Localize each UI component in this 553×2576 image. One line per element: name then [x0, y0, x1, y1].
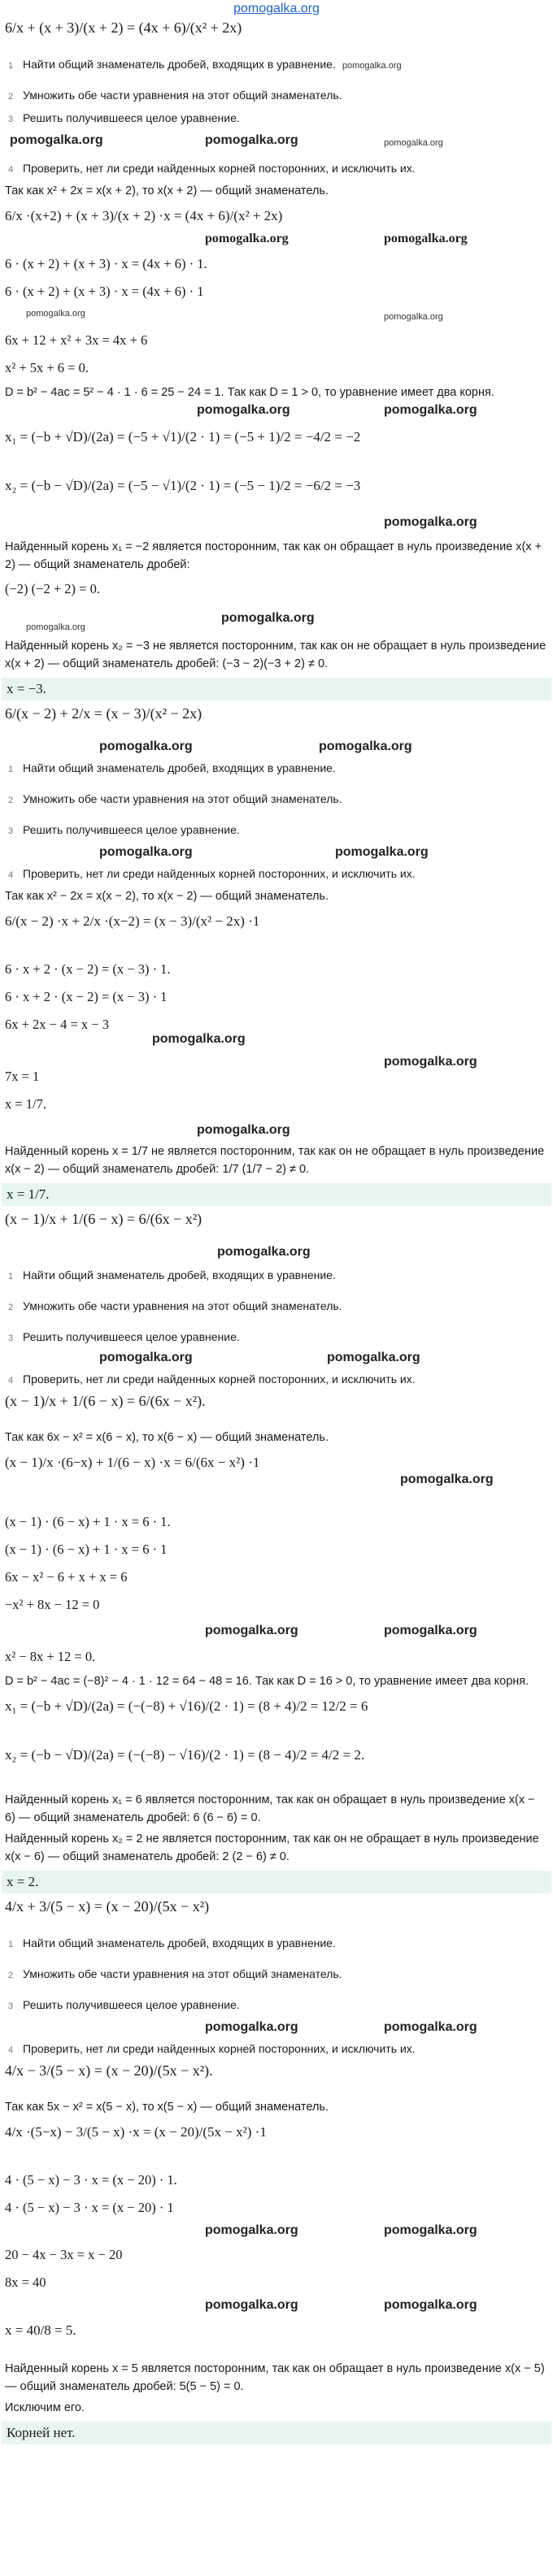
math-line: (x − 1) · (6 − x) + 1 · x = 6 · 1.: [5, 1514, 171, 1529]
math-line: x = 1/7.: [5, 1096, 47, 1112]
watermark: pomogalka.org: [197, 403, 290, 417]
multiplied-equation: 4/x ·(5−x) − 3/(5 − x) ·x = (x − 20)/(5x − x²) ·1: [5, 2124, 267, 2140]
watermark: pomogalka.org: [384, 2223, 477, 2237]
math-line: 6x − x² − 6 + x + x = 6: [5, 1569, 128, 1585]
watermark: pomogalka.org: [26, 309, 85, 319]
root-x1: x₁ = (−b + √D)/(2a) = (−(−8) + √16)/(2 · 1) = (8 + 4)/2 = 12/2 = 6: [5, 1698, 368, 1714]
step-number: 3: [8, 2001, 14, 2011]
step-text: Решить получившееся целое уравнение.: [23, 823, 240, 836]
step-number: 1: [8, 1272, 14, 1281]
watermark-row: [2, 1118, 551, 1141]
step-4: [2, 863, 551, 886]
root-check-2: Найденный корень x₂ = 2 не является посторонним, так как он не обращает в нуль произведение x(x − 6) — общий знаменатель дробей: 2 (2 − 6) ≠ 0.: [5, 1832, 539, 1863]
answer-box: x = −3.: [2, 678, 551, 700]
answer-box: Корней нет.: [2, 2422, 551, 2444]
watermark-row: [2, 1472, 551, 1508]
watermark-row: [2, 1032, 551, 1069]
step-2: [2, 1287, 551, 1318]
watermark: pomogalka.org: [319, 739, 412, 753]
common-denominator-text: Так как x² + 2x = x(x + 2), то x(x + 2) — общий знаменатель.: [5, 184, 329, 197]
watermark: pomogalka.org: [384, 312, 443, 322]
step-number: 4: [8, 1376, 14, 1386]
watermark-row: [2, 130, 551, 158]
answer-box: x = 1/7.: [2, 1183, 551, 1206]
problem-1-equation: 6/x + (x + 3)/(x + 2) = (4x + 6)/(x² + 2x): [5, 20, 242, 36]
step-text: Проверить, нет ли среди найденных корней посторонних, и исключить их.: [23, 867, 416, 880]
common-denominator-text: Так как 5x − x² = x(5 − x), то x(5 − x) — общий знаменатель.: [5, 2101, 329, 2114]
watermark: pomogalka.org: [205, 1624, 298, 1637]
step-4: [2, 2038, 551, 2061]
watermark-row: [2, 1349, 551, 1368]
step-number: 1: [8, 1940, 14, 1949]
common-denominator-text: Так как 6x − x² = x(6 − x), то x(6 − x) — общий знаменатель.: [5, 1431, 329, 1444]
watermark-row: [2, 2017, 551, 2038]
math-line: 6x + 12 + x² + 3x = 4x + 6: [5, 332, 148, 348]
step-text: Проверить, нет ли среди найденных корней посторонних, и исключить их.: [23, 162, 416, 175]
watermark: pomogalka.org: [384, 1055, 477, 1069]
step-text: Проверить, нет ли среди найденных корней посторонних, и исключить их.: [23, 1373, 416, 1386]
multiplied-equation: 6/(x − 2) ·x + 2/x ·(x−2) = (x − 3)/(x² − 2x) ·1: [5, 913, 260, 929]
watermark-row: [2, 1619, 551, 1643]
multiplied-equation: [2, 202, 551, 250]
step-number: 3: [8, 826, 14, 836]
watermark-row: [2, 842, 551, 863]
math-line: 4 · (5 − x) − 3 · x = (x − 20) · 1.: [5, 2172, 177, 2188]
step-text: Найти общий знаменатель дробей, входящих в уравнение.: [23, 1936, 336, 1949]
watermark: pomogalka.org: [221, 611, 315, 625]
step-number: 2: [8, 92, 14, 102]
math-line: x² + 5x + 6 = 0.: [5, 360, 89, 375]
step-text: Умножить обе части уравнения на этот общий знаменатель.: [23, 89, 342, 102]
multiplied-equation: (x − 1)/x ·(6−x) + 1/(6 − x) ·x = 6/(6x − x²) ·1: [5, 1455, 260, 1470]
step-text: Проверить, нет ли среди найденных корней посторонних, и исключить их.: [23, 2042, 416, 2055]
math-line: 4 · (5 − x) − 3 · x = (x − 20) · 1: [5, 2200, 174, 2215]
watermark: pomogalka.org: [197, 1123, 290, 1137]
step-text: Найти общий знаменатель дробей, входящих в уравнение.: [23, 761, 336, 774]
root-check: Найденный корень x = 5 является посторонним, так как он обращает в нуль произведение x(x − 5) — общий знаменатель дробей: 5(5 − 5) = 0.: [5, 2362, 545, 2393]
step-number: 4: [8, 165, 14, 175]
watermark: pomogalka.org: [152, 1032, 246, 1046]
watermark: pomogalka.org: [400, 1472, 494, 1486]
watermark: pomogalka.org: [384, 138, 443, 148]
watermark: pomogalka.org: [205, 133, 298, 147]
math-line: (x − 1) · (6 − x) + 1 · x = 6 · 1: [5, 1542, 168, 1557]
math-line: 6 · x + 2 · (x − 2) = (x − 3) · 1: [5, 989, 168, 1004]
watermark: pomogalka.org: [342, 61, 402, 71]
watermark: pomogalka.org: [205, 232, 289, 245]
site-title-link[interactable]: pomogalka.org: [233, 2, 320, 15]
math-line: 6 · (x + 2) + (x + 3) · x = (4x + 6) · 1.: [5, 256, 207, 271]
step-1: [2, 1264, 551, 1287]
step-2: [2, 1955, 551, 1986]
watermark: pomogalka.org: [217, 1245, 311, 1259]
watermark: pomogalka.org: [335, 845, 429, 859]
watermark-row: [2, 306, 551, 327]
root-x1: x₁ = (−b + √D)/(2a) = (−5 + √1)/(2 · 1) = (−5 + 1)/2 = −4/2 = −2: [5, 429, 361, 445]
watermark-row: [2, 603, 551, 635]
watermark: pomogalka.org: [384, 1624, 477, 1637]
equation-restated: (x − 1)/x + 1/(6 − x) = 6/(6x − x²).: [5, 1393, 206, 1409]
step-text: Решить получившееся целое уравнение.: [23, 111, 240, 124]
math-line: 6x + 2x − 4 = x − 3: [5, 1017, 109, 1032]
math-line: x = 40/8 = 5.: [5, 2322, 76, 2338]
math-line: x² − 8x + 12 = 0.: [5, 1649, 96, 1664]
math-line: 7x = 1: [5, 1069, 40, 1084]
root-check-2: Найденный корень x₂ = −3 не является посторонним, так как он не обращает в нуль произведение x(x + 2) — общий знаменатель дробей: (−3 − 2)(−3 + 2) ≠ 0.: [5, 640, 546, 670]
step-text: Найти общий знаменатель дробей, входящих в уравнение.: [23, 58, 336, 71]
discriminant-text: D = b² − 4ac = 5² − 4 · 1 · 6 = 25 − 24 = 1. Так как D = 1 > 0, то уравнение имеет два корня.: [5, 386, 494, 399]
exclude-text: Исключим его.: [5, 2401, 85, 2414]
problem-2-equation: 6/(x − 2) + 2/x = (x − 3)/(x² − 2x): [5, 705, 202, 722]
watermark: pomogalka.org: [205, 2020, 298, 2034]
watermark: pomogalka.org: [99, 1351, 193, 1364]
step-text: Решить получившееся целое уравнение.: [23, 1998, 240, 2011]
equation-restated: 4/x − 3/(5 − x) = (x − 20)/(5x − x²).: [5, 2062, 213, 2079]
step-3: [2, 107, 551, 130]
watermark: pomogalka.org: [384, 2298, 477, 2312]
math-line: (−2) (−2 + 2) = 0.: [5, 581, 100, 596]
root-check: Найденный корень x = 1/7 не является посторонним, так как он не обращает в нуль произведение x(x − 2) — общий знаменатель дробей: 1/7 (1/7 − 2) ≠ 0.: [5, 1145, 545, 1176]
step-2: [2, 780, 551, 811]
step-text: Найти общий знаменатель дробей, входящих в уравнение.: [23, 1268, 336, 1281]
watermark: pomogalka.org: [99, 739, 193, 753]
answer-box: x = 2.: [2, 1871, 551, 1893]
step-text: Умножить обе части уравнения на этот общий знаменатель.: [23, 792, 342, 805]
math-line: 6 · (x + 2) + (x + 3) · x = (4x + 6) · 1: [5, 284, 204, 299]
problem-1: [2, 18, 551, 700]
step-3: [2, 1318, 551, 1349]
watermark-row: [2, 2222, 551, 2241]
root-x2: x₂ = (−b − √D)/(2a) = (−(−8) − √16)/(2 · 1) = (8 − 4)/2 = 4/2 = 2.: [5, 1747, 365, 1763]
problem-4-equation: 4/x + 3/(5 − x) = (x − 20)/(5x − x²): [5, 1898, 210, 1915]
watermark-row: [2, 739, 551, 757]
problem-2: [2, 704, 551, 1206]
problem-3: [2, 1209, 551, 1893]
watermark: pomogalka.org: [384, 232, 468, 245]
watermark: pomogalka.org: [26, 622, 85, 632]
step-text: Решить получившееся целое уравнение.: [23, 1330, 240, 1343]
discriminant-text: D = b² − 4ac = (−8)² − 4 · 1 · 12 = 64 − 48 = 16. Так как D = 16 > 0, то уравнение имеет два корня.: [5, 1675, 529, 1688]
equation-text: 6/x ·(x+2) + (x + 3)/(x + 2) ·x = (4x + 6)/(x² + 2x): [5, 208, 283, 223]
step-number: 1: [8, 765, 14, 774]
common-denominator-text: Так как x² − 2x = x(x − 2), то x(x − 2) — общий знаменатель.: [5, 890, 329, 903]
math-line: 6 · x + 2 · (x − 2) = (x − 3) · 1.: [5, 961, 171, 977]
watermark: pomogalka.org: [10, 133, 103, 147]
step-4: [2, 158, 551, 180]
math-line: 20 − 4x − 3x = x − 20: [5, 2247, 123, 2262]
watermark: pomogalka.org: [384, 2020, 477, 2034]
math-line: −x² + 8x − 12 = 0: [5, 1597, 100, 1612]
watermark: pomogalka.org: [384, 403, 477, 417]
root-check-1: Найденный корень x₁ = 6 является посторонним, так как он обращает в нуль произведение x(x − 6) — общий знаменатель дробей: 6 (6 − 6) = 0.: [5, 1793, 535, 1824]
root-check-1: Найденный корень x₁ = −2 является посторонним, так как он обращает в нуль произведение x(x + 2) — общий знаменатель дробей:: [5, 540, 542, 571]
step-4: [2, 1368, 551, 1391]
root-x2: x₂ = (−b − √D)/(2a) = (−5 − √1)/(2 · 1) = (−5 − 1)/2 = −6/2 = −3: [5, 478, 361, 493]
step-1: [2, 1932, 551, 1955]
watermark: pomogalka.org: [205, 2298, 298, 2312]
watermark: pomogalka.org: [384, 515, 477, 529]
watermark-row: [2, 1245, 551, 1264]
math-line: 8x = 40: [5, 2275, 46, 2290]
step-number: 3: [8, 115, 14, 124]
watermark-row: [2, 515, 551, 536]
watermark-row: [2, 2296, 551, 2316]
step-1: [2, 54, 551, 76]
watermark-row: [2, 403, 551, 423]
step-1: [2, 757, 551, 780]
watermark: pomogalka.org: [99, 845, 193, 859]
step-3: [2, 811, 551, 842]
watermark: pomogalka.org: [205, 2223, 298, 2237]
step-number: 2: [8, 1971, 14, 1980]
step-2: [2, 76, 551, 107]
step-number: 1: [8, 61, 14, 71]
watermark: pomogalka.org: [327, 1351, 420, 1364]
step-number: 2: [8, 796, 14, 805]
step-number: 4: [8, 870, 14, 880]
problem-4: [2, 1897, 551, 2444]
step-number: 4: [8, 2045, 14, 2055]
step-text: Умножить обе части уравнения на этот общий знаменатель.: [23, 1299, 342, 1312]
step-text: Умножить обе части уравнения на этот общий знаменатель.: [23, 1967, 342, 1980]
step-3: [2, 1986, 551, 2017]
problem-3-equation: (x − 1)/x + 1/(6 − x) = 6/(6x − x²): [5, 1211, 202, 1227]
step-number: 3: [8, 1334, 14, 1343]
step-number: 2: [8, 1303, 14, 1312]
